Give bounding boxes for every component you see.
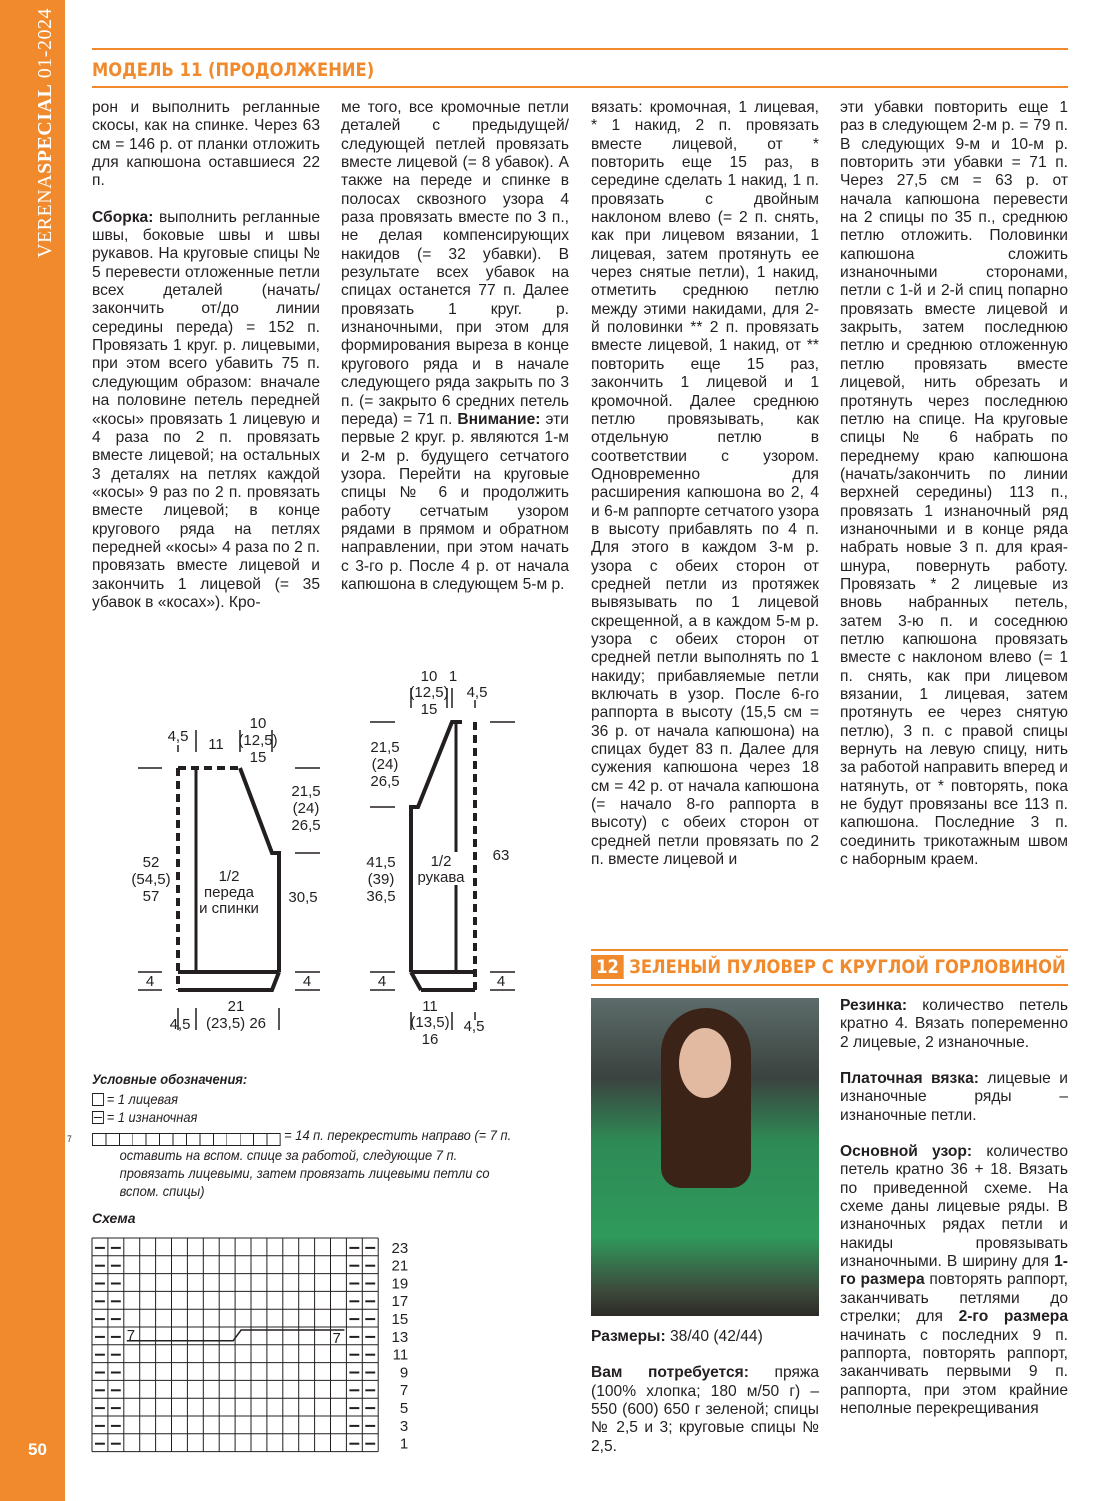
section-rule (591, 949, 1068, 951)
dim-label: 4 (145, 973, 155, 990)
row-number: 9 (399, 1364, 409, 1382)
piece-label: и спинки (199, 900, 259, 917)
row-number: 1 (399, 1435, 409, 1453)
knitting-chart (90, 1236, 450, 1456)
text-column-3b (591, 1328, 819, 1474)
dim-label: 57 (142, 888, 160, 905)
dim-label: 4,5 (167, 728, 189, 745)
row-number: 7 (399, 1382, 409, 1400)
dim-label: 15 (420, 701, 438, 718)
materials: Вам потребуется: пряжа (100% хлопка; 180 м/50 г) – 550 (600) 650 г зеленой; спицы № 2,5 и 3; круговые спицы № 2,5. (591, 1364, 819, 1455)
schema-title: Схема (92, 1210, 136, 1226)
dim-label: 26,5 (370, 773, 400, 790)
section-rule (591, 984, 1068, 986)
row-number: 3 (399, 1417, 409, 1435)
section-title: МОДЕЛЬ 11 (ПРОДОЛЖЕНИЕ) (92, 59, 375, 81)
cable-number: 7 (126, 1326, 136, 1344)
dim-label: (12,5) (409, 684, 449, 701)
page-number: 50 (28, 1440, 47, 1459)
dim-label: 41,5 (366, 854, 396, 871)
dim-label: 63 (492, 847, 510, 864)
dim-label: 21 (227, 998, 245, 1015)
dim-label: 52 (142, 854, 160, 871)
paragraph: рон и выполнить регланные скосы, как на спинке. Через 63 см = 146 р. от планки отложить для капюшона оставшиеся 22 п. (92, 99, 320, 190)
dim-label: 30,5 (288, 889, 318, 906)
row-number: 23 (391, 1239, 409, 1257)
dim-label: 21,5 (291, 783, 321, 800)
dim-label: (13,5) (410, 1014, 450, 1031)
dim-label: 4 (377, 973, 387, 990)
dim-label: (23,5) 26 (205, 1015, 267, 1032)
dim-label: (39) (367, 871, 395, 888)
dim-label: 11 (422, 998, 438, 1015)
paragraph: эти убавки повторить еще 1 раз в следующем 2-м р. = 79 п. В следующих 9-м и 10-м р. повторить эти убавки = 71 п. Через 27,5 см = 63 р. от начала капюшона перевести на 2 спицы по 35 п., среднюю петлю отложить. Половинки капюшона сложить изнаночными сторонами, петли с 1-й и 2-й спиц попарно провязать вместе лицевой и закрыть, затем последнюю петлю и среднюю отложенную петлю провязать вместе лицевой, нить обрезать и протянуть через последнюю петлю на спице. На круговые спицы № 6 набрать по переднему краю капюшона (начать/закончить по линии верхней середины) 113 п., провязать 1 изнаночный ряд изнаночными и в конце ряда набрать новые 3 п. для края-шнура, повернуть работу. Провязать * 2 лицевые из вновь набранных петель, затем 3-ю п. и соседнюю петлю капюшона провязать вместе с наклоном влево (= 1 п. снять, как при лицевом вязании, 1 лицевая, затем протянуть ее через снятую петлю), 3 п. с правой спицы вернуть на левую спицу, нить за работой направить вперед и натянуть, от * повторять, пока не будут провязаны все 113 п. капюшона. Последние 3 п. соединить трикотажным швом с наборным краем. (840, 99, 1068, 869)
legend (67, 1070, 524, 1200)
row-number: 11 (392, 1346, 409, 1364)
paragraph: Сборка: выполнить регланные швы, боковые швы и швы рукавов. На круговые спицы № 5 перевести отложенные петли всех деталей (начать/закончить от/до линии середины переда) = 152 п. Провязать 1 круг. р. лицевыми, при этом всего убавить 75 п. следующим образом: вначале на половине петель передней «косы» провязать 1 лицевую и 4 раза по 2 п. провязать вместе лицевой; на остальных 3 деталях на петлях каждой «косы» 9 раз по 2 п. провязать вместе лицевой; в конце кругового ряда на петлях передней «косы» 4 раза по 2 п. провязать вместе лицевой и закончить 1 лицевой (= 35 убавок в «косах»). Кро- (92, 208, 320, 611)
row-number: 13 (391, 1328, 409, 1346)
legend-cable: 7 = 14 п. перекрестить направо (= 7 п. оставить на вспом. спице за работой, следующие 7 п. провязать лицевыми, затем провязать лицевыми петли со вспом. спицы) (67, 1127, 512, 1199)
model-number-badge: 12 (591, 955, 624, 979)
row-number: 5 (399, 1400, 409, 1417)
dim-label: 15 (249, 749, 267, 766)
row-number: 19 (391, 1275, 409, 1293)
dim-label: (54,5) (131, 871, 171, 888)
main-pattern: Основной узор: количество петель кратно 36 + 18. Вязать по приведенной схеме. На схеме даны лицевые ряды. В изнаночных рядах петли и накиды провязывать изнаночными. В ширину для 1-го размера повторять раппорт, заканчивать петлями до стрелки; для 2-го размера начинать с последних 9 п. раппорта, повторять раппорт, заканчивать первыми 9 п. раппорта, при этом крайние неполные перекрещивания (840, 1143, 1068, 1417)
knit-symbol-icon (92, 1093, 104, 1106)
legend-knit: = 1 лицевая (92, 1090, 524, 1108)
dim-label: 4,5 (466, 684, 488, 701)
paragraph: вязать: кромочная, 1 лицевая, * 1 накид, 2 п. провязать вместе лицевой, от * повторить еще 15 раз, в середине сделать 1 накид, 1 п. провязать с двойным наклоном влево (= 2 п. снять, как при лицевом вязании, 1 лицевая, затем протянуть ее через снятые петли), 1 накид, отметить среднюю петлю между этими накидами, для 2-й половинки ** 2 п. провязать вместе лицевой, 1 накид, от ** повторить еще 15 раз, закончить 1 лицевой и 1 кромочной. Далее среднюю петлю провязывать, как отдельную петлю в соответствии с узором. Одновременно для расширения капюшона во 2, 4 и 6-м раппорте сетчатого узора в высоту прибавлять по 4 п. Для этого в каждом 3-м р. узора с обеих сторон от средней петли из протяжек вывязывать по 1 лицевой скрещенной, а в каждом 5-м р. узора с обеих сторон от средней петли выполнять по 1 накиду; прибавляемые петли включать в узор. После 6-го раппорта в высоту (15,5 см = 36 р. от начала капюшона) на спицах будет 83 п. Далее для сужения капюшона через 18 см = 42 р. от начала капюшона (= начало 8-го раппорта в высоту) с обеих сторон от средней петли провязать по 2 п. вместе лицевой и (591, 99, 819, 869)
dim-label: 21,5 (370, 739, 400, 756)
dim-label: 4,5 (463, 1018, 485, 1035)
dim-label: 16 (421, 1031, 439, 1048)
section-title-12: 12 ЗЕЛЕНЫЙ ПУЛОВЕР С КРУГЛОЙ ГОРЛОВИНОЙ (591, 956, 1066, 978)
purl-symbol-icon (92, 1111, 104, 1124)
dim-label: (24) (292, 800, 320, 817)
piece-label: 1/2 (430, 853, 452, 870)
row-number: 15 (391, 1311, 409, 1328)
garter-pattern: Платочная вязка: лицевые и изнаночные ряды – изнаночные петли. (840, 1070, 1068, 1124)
dim-label: 26,5 (291, 817, 321, 834)
dim-label: 4 (496, 973, 506, 990)
dim-label: 4 (302, 973, 312, 990)
rib-pattern: Резинка: количество петель кратно 4. Вязать попеременно 2 лицевые, 2 изнаночные. (840, 997, 1068, 1051)
dim-label: 4,5 (169, 1016, 191, 1033)
dim-label: (24) (371, 756, 399, 773)
dim-label: 11 (208, 736, 224, 753)
legend-title: Условные обозначения: (92, 1071, 248, 1087)
paragraph: ме того, все кромочные петли деталей с предыдущей/следующей петлей провязать вместе лицевой (= 8 убавок). А также на переде и спинке в полосах сквозного узора 4 раза провязать вместе по 3 п., не делая компенсирующих накидов (= 32 убавки). В результате всех убавок на спицах останется 77 п. Далее провязать 1 круг. р. изнаночными, при этом для формирования выреза в конце кругового ряда и в начале следующего ряда закрыть по 3 п. (= закрыто 6 средних петель переда) = 71 п. Внимание: эти первые 2 круг. р. являются 1-м и 2-м р. будущего сетчатого узора. Перейти на круговые спицы № 6 и продолжить работу сетчатым узором рядами в прямом и обратном направлении, при этом начать с 3-го р. После 4 р. от начала капюшона в следующем 5-м р. (341, 99, 569, 593)
cable-number: 7 (332, 1329, 341, 1347)
cable-symbol-icon: 7 (92, 1133, 281, 1146)
piece-label: 1/2 (218, 868, 240, 885)
dim-label: 36,5 (366, 888, 396, 905)
magazine-brand: VERENASPECIAL 01-2024 (34, 8, 56, 258)
legend-purl: = 1 изнаночная (92, 1108, 524, 1126)
text-column-4b (840, 997, 1068, 1436)
dim-label: 1 (448, 668, 458, 685)
row-number: 21 (391, 1257, 409, 1275)
row-number: 17 (391, 1293, 409, 1311)
sizes: Размеры: 38/40 (42/44) (591, 1328, 763, 1345)
dim-label: (12,5) (238, 732, 278, 749)
piece-label: рукава (417, 869, 465, 886)
piece-label: переда (204, 884, 254, 901)
model-photo (591, 998, 819, 1316)
dim-label: 10 (420, 668, 438, 685)
dim-label: 10 (249, 715, 267, 732)
